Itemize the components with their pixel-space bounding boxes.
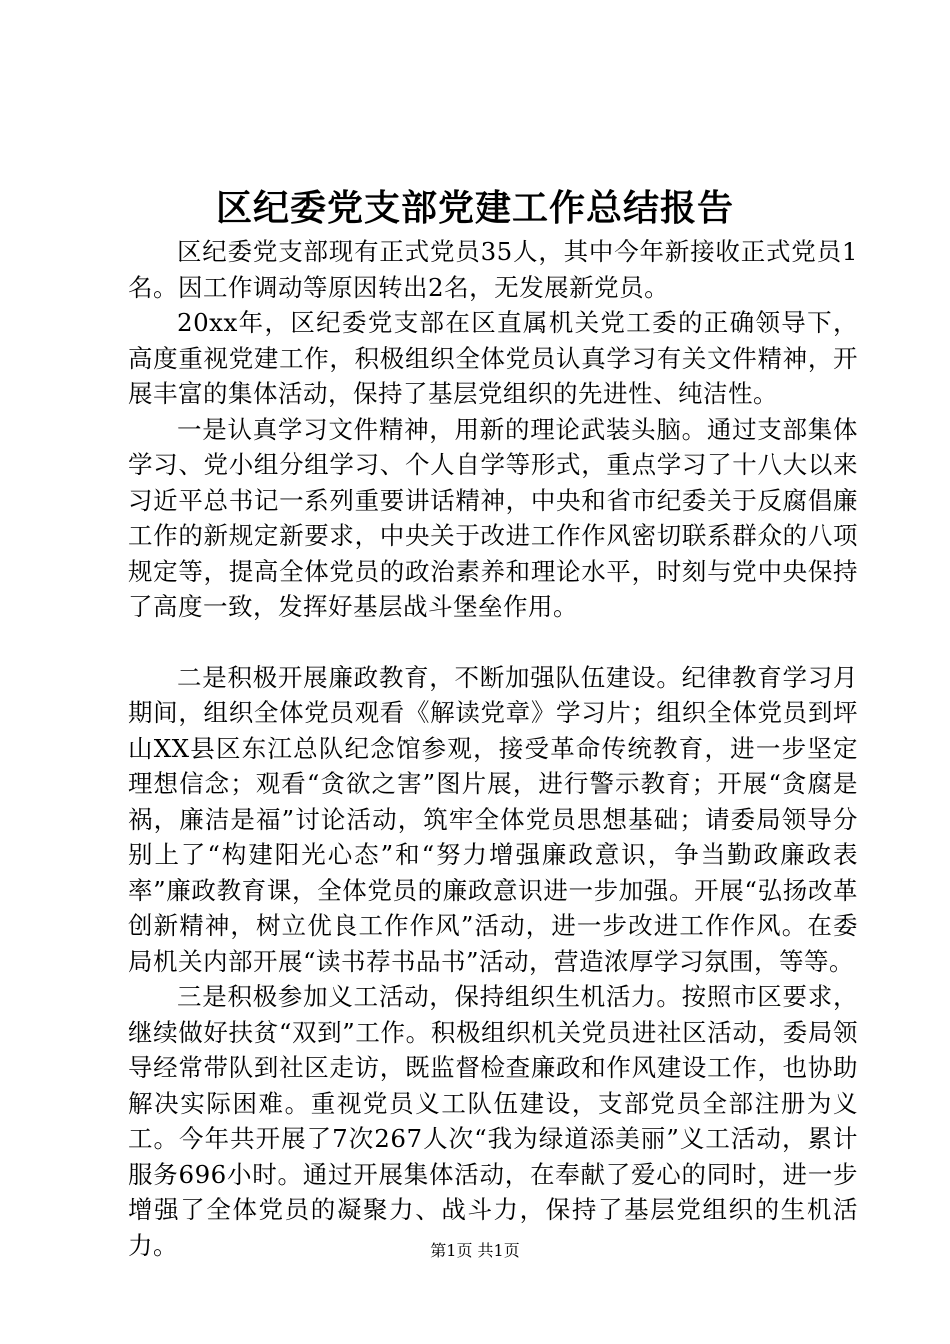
paragraph-volunteer: 三是积极参加义工活动，保持组织生机活力。按照市区要求，继续做好扶贫“双到”工作。积极组织机关党员进社区活动，委局领导经常带队到社区走访，既监督检查廉政和作风建设工作，也协助解决实际困难。重视党员义工队伍建设，支部党员全部注册为义工。今年共开展了7次267人次“我为绿道添美丽”义工活动，累计服务696小时。通过开展集体活动，在奉献了爱心的同时，进一步增强了全体党员的凝聚力、战斗力，保持了基层党组织的生机活力。 bbox=[128, 982, 858, 1260]
paragraph-spacer bbox=[128, 625, 858, 660]
document-body bbox=[128, 234, 858, 1263]
paragraph-study: 一是认真学习文件精神，用新的理论武装头脑。通过支部集体学习、党小组分组学习、个人自学等形式，重点学习了十八大以来习近平总书记一系列重要讲话精神，中央和省市纪委关于反腐倡廉工作的新规定新要求，中央关于改进工作作风密切联系群众的八项规定等，提高全体党员的政治素养和理论水平，时刻与党中央保持了高度一致，发挥好基层战斗堡垒作用。 bbox=[128, 414, 858, 621]
document-title: 区纪委党支部党建工作总结报告 bbox=[215, 187, 734, 229]
paragraph-membership: 区纪委党支部现有正式党员35人，其中今年新接收正式党员1名。因工作调动等原因转出2名，无发展新党员。 bbox=[128, 237, 858, 302]
page-footer: 第1页 共1页 bbox=[430, 1241, 520, 1260]
paragraph-education: 二是积极开展廉政教育，不断加强队伍建设。纪律教育学习月期间，组织全体党员观看《解读党章》学习片；组织全体党员到坪山XX县区东江总队纪念馆参观，接受革命传统教育，进一步坚定理想信念；观看“贪欲之害”图片展，进行警示教育；开展“贪腐是祸，廉洁是福”讨论活动，筑牢全体党员思想基础；请委局领导分别上了“构建阳光心态”和“努力增强廉政意识，争当勤政廉政表率”廉政教育课，全体党员的廉政意识进一步加强。开展“弘扬改革创新精神，树立优良工作作风”活动，进一步改进工作作风。在委局机关内部开展“读书荐书品书”活动，营造浓厚学习氛围，等等。 bbox=[128, 662, 858, 976]
paragraph-overview: 20xx年，区纪委党支部在区直属机关党工委的正确领导下，高度重视党建工作，积极组织全体党员认真学习有关文件精神，开展丰富的集体活动，保持了基层党组织的先进性、纯洁性。 bbox=[128, 308, 858, 408]
